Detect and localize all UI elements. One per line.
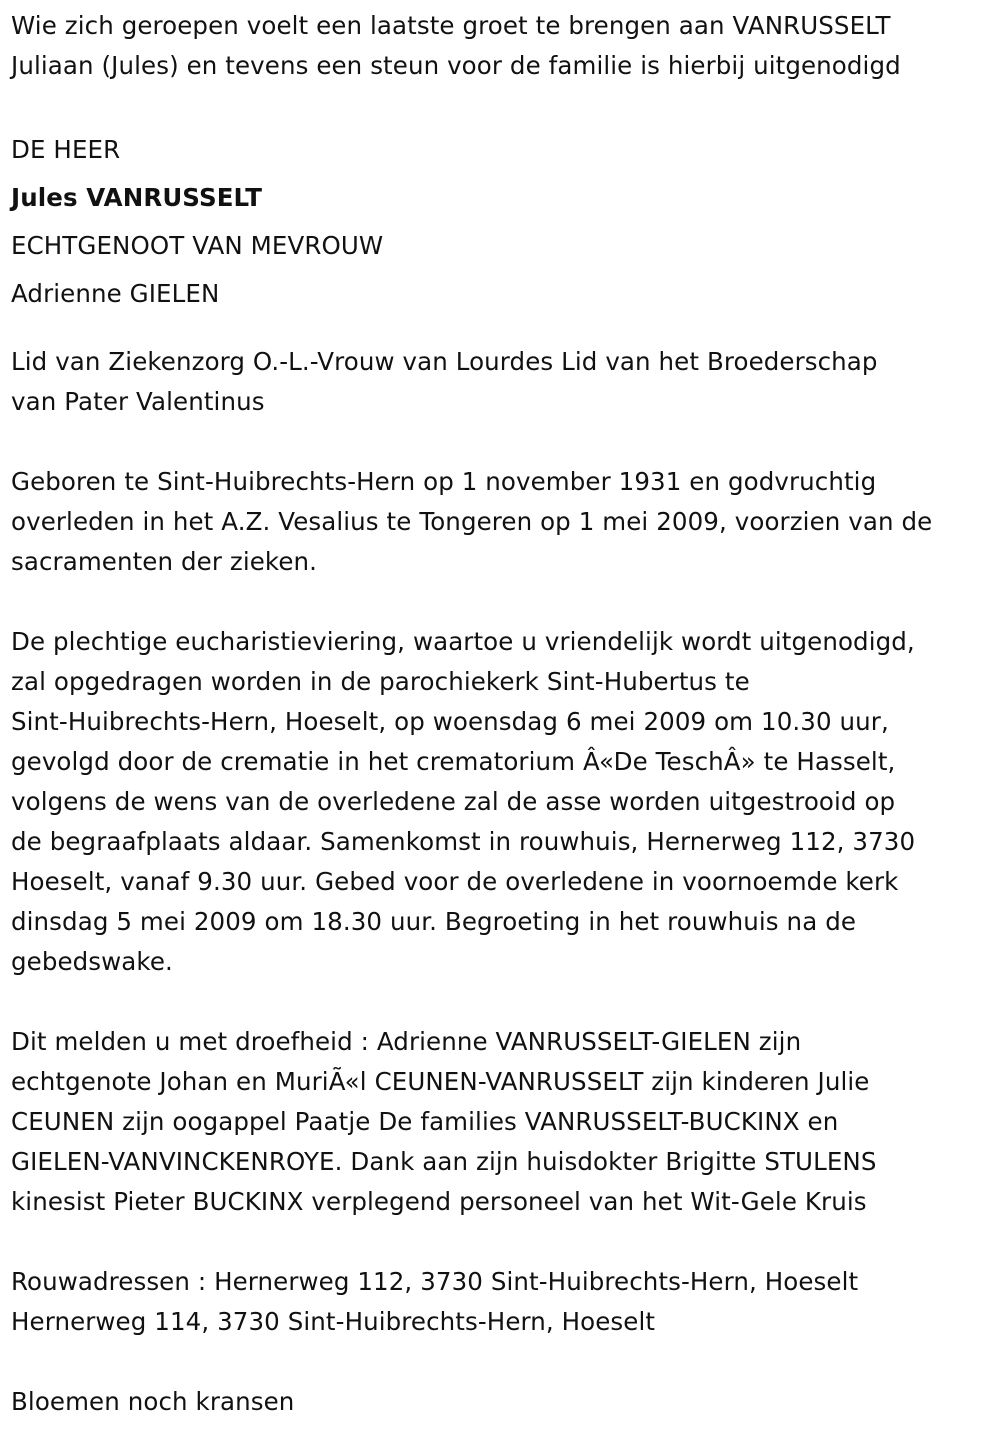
announcement-line: kinesist Pieter BUCKINX verplegend personeel van het Wit-Gele Kruis [11, 1187, 867, 1216]
birth-death-line: overleden in het A.Z. Vesalius te Tongeren op 1 mei 2009, voorzien van de [11, 507, 933, 536]
intro-line: Juliaan (Jules) en tevens een steun voor de familie is hierbij uitgenodigd [11, 51, 901, 80]
closing-line: Bloemen noch kransen [11, 1387, 295, 1416]
ceremony-line: dinsdag 5 mei 2009 om 18.30 uur. Begroeting in het rouwhuis na de [11, 907, 857, 936]
addresses-paragraph [11, 1262, 994, 1342]
address-line: Rouwadressen : Hernerweg 112, 3730 Sint-Huibrechts-Hern, Hoeselt [11, 1267, 859, 1296]
memberships-line: Lid van Ziekenzorg O.-L.-Vrouw van Lourdes Lid van het Broederschap [11, 347, 878, 376]
announcement-line: Dit melden u met droefheid : Adrienne VANRUSSELT-GIELEN zijn [11, 1027, 802, 1056]
deceased-header [11, 126, 994, 318]
memberships-line: van Pater Valentinus [11, 387, 265, 416]
announcement-line: GIELEN-VANVINCKENROYE. Dank aan zijn huisdokter Brigitte STULENS [11, 1147, 877, 1176]
ceremony-line: de begraafplaats aldaar. Samenkomst in rouwhuis, Hernerweg 112, 3730 [11, 827, 916, 856]
announcement-line: echtgenote Johan en MuriÃ«l CEUNEN-VANRUSSELT zijn kinderen Julie [11, 1067, 870, 1096]
announcement-line: CEUNEN zijn oogappel Paatje De families VANRUSSELT-BUCKINX en [11, 1107, 839, 1136]
ceremony-line: De plechtige eucharistieviering, waartoe u vriendelijk wordt uitgenodigd, [11, 627, 915, 656]
intro-paragraph [11, 6, 994, 86]
birth-death-line: sacramenten der zieken. [11, 547, 318, 576]
closing-paragraph [11, 1382, 994, 1422]
memberships-paragraph [11, 342, 994, 422]
ceremony-paragraph [11, 622, 994, 982]
spouse-name: Adrienne GIELEN [11, 279, 220, 308]
ceremony-line: Sint-Huibrechts-Hern, Hoeselt, op woensdag 6 mei 2009 om 10.30 uur, [11, 707, 889, 736]
address-line: Hernerweg 114, 3730 Sint-Huibrechts-Hern, Hoeselt [11, 1307, 656, 1336]
birth-death-paragraph [11, 462, 994, 582]
ceremony-line: Hoeselt, vanaf 9.30 uur. Gebed voor de overledene in voornoemde kerk [11, 867, 899, 896]
ceremony-line: zal opgedragen worden in de parochiekerk Sint-Hubertus te [11, 667, 750, 696]
ceremony-line: volgens de wens van de overledene zal de asse worden uitgestrooid op [11, 787, 896, 816]
deceased-name: Jules VANRUSSELT [11, 183, 263, 212]
ceremony-line: gebedswake. [11, 947, 173, 976]
intro-line: Wie zich geroepen voelt een laatste groet te brengen aan VANRUSSELT [11, 11, 891, 40]
title-prefix: DE HEER [11, 135, 121, 164]
ceremony-line: gevolgd door de crematie in het crematorium Â«De TeschÂ» te Hasselt, [11, 747, 896, 776]
birth-death-line: Geboren te Sint-Huibrechts-Hern op 1 november 1931 en godvruchtig [11, 467, 877, 496]
spouse-title: ECHTGENOOT VAN MEVROUW [11, 231, 384, 260]
announcement-paragraph [11, 1022, 994, 1222]
